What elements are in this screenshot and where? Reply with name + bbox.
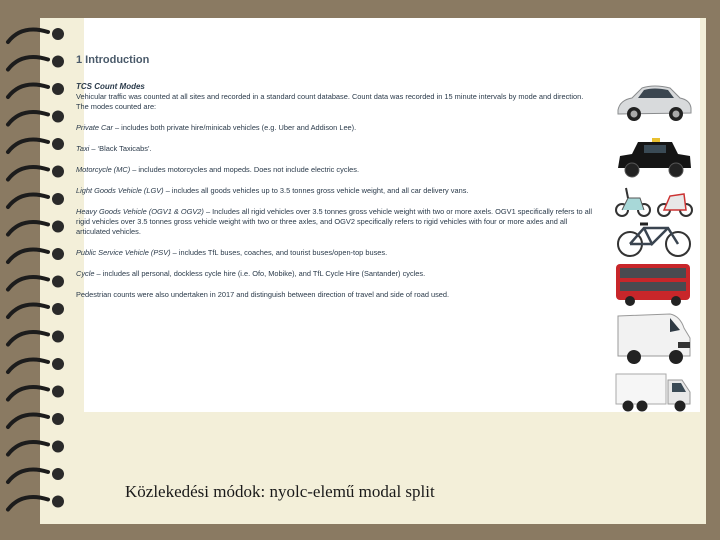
binding-hole bbox=[52, 413, 64, 425]
binding-hole bbox=[52, 221, 64, 233]
mode-item bbox=[76, 248, 596, 258]
mode-name: Light Goods Vehicle (LGV) bbox=[76, 186, 164, 195]
binding-hole bbox=[52, 303, 64, 315]
slide-content bbox=[76, 82, 596, 311]
pedestrian-note: Pedestrian counts were also undertaken in 2017 and distinguish between direction of travel and side of road used. bbox=[76, 290, 450, 299]
spiral-ring bbox=[8, 277, 48, 289]
spiral-ring bbox=[8, 112, 48, 124]
binding-hole bbox=[52, 138, 64, 150]
spiral-ring bbox=[8, 387, 48, 399]
slide-title: 1 Introduction bbox=[76, 54, 150, 66]
motorcycle-icon bbox=[614, 184, 694, 218]
spiral-ring bbox=[8, 250, 48, 262]
car-icon bbox=[614, 76, 694, 124]
spiral-ring bbox=[8, 195, 48, 207]
slide-caption: Közlekedési módok: nyolc-elemű modal split bbox=[125, 482, 435, 501]
binding-hole bbox=[52, 441, 64, 453]
binding-hole bbox=[52, 331, 64, 343]
binding-hole bbox=[52, 28, 64, 40]
binding-hole bbox=[52, 166, 64, 178]
spiral-ring bbox=[8, 30, 48, 42]
mode-name: Public Service Vehicle (PSV) bbox=[76, 248, 171, 257]
binding-hole bbox=[52, 276, 64, 288]
binding-hole bbox=[52, 83, 64, 95]
spiral-ring bbox=[8, 332, 48, 344]
spiral-ring bbox=[8, 167, 48, 179]
mode-name: Heavy Goods Vehicle (OGV1 & OGV2) bbox=[76, 207, 204, 216]
spiral-binding-icon bbox=[0, 0, 80, 540]
spiral-ring bbox=[8, 360, 48, 372]
spiral-ring bbox=[8, 305, 48, 317]
binding-hole bbox=[52, 248, 64, 260]
binding-hole bbox=[52, 496, 64, 508]
mode-name: Taxi bbox=[76, 144, 90, 153]
intro-paragraph: Vehicular traffic was counted at all sites and recorded in a standard count database. Count data was recorded in 15 minute intervals by mode and direction. The modes counted are: bbox=[76, 92, 584, 111]
binding-hole bbox=[52, 111, 64, 123]
mode-text: – includes all personal, dockless cycle hire (i.e. Ofo, Mobike), and TfL Cycle Hire (Santander) cycles. bbox=[94, 269, 426, 278]
bus-icon bbox=[614, 262, 694, 306]
mode-name: Motorcycle (MC) bbox=[76, 165, 131, 174]
binding-hole bbox=[52, 386, 64, 398]
mode-text: – includes TfL buses, coaches, and tourist buses/open-top buses. bbox=[170, 248, 388, 257]
slide-panel bbox=[76, 18, 700, 412]
mode-item bbox=[76, 269, 596, 279]
spiral-ring bbox=[8, 497, 48, 509]
mode-text: – includes motorcycles and mopeds. Does not include electric cycles. bbox=[130, 165, 360, 174]
taxi-icon bbox=[614, 136, 694, 180]
mode-name: Cycle bbox=[76, 269, 95, 278]
mode-name: Private Car bbox=[76, 123, 113, 132]
van-icon bbox=[614, 310, 694, 366]
spiral-ring bbox=[8, 470, 48, 482]
mode-text: – includes both private hire/minicab vehicles (e.g. Uber and Addison Lee). bbox=[112, 123, 357, 132]
binding-hole bbox=[52, 358, 64, 370]
truck-icon bbox=[614, 372, 694, 414]
binding-hole bbox=[52, 468, 64, 480]
spiral-ring bbox=[8, 222, 48, 234]
mode-item bbox=[76, 144, 596, 154]
mode-text: – ‘Black Taxicabs’. bbox=[89, 144, 152, 153]
spiral-ring bbox=[8, 140, 48, 152]
mode-text: – includes all goods vehicles up to 3.5 tonnes gross vehicle weight, and all car delivery vans. bbox=[163, 186, 469, 195]
mode-item bbox=[76, 207, 596, 237]
section-heading: TCS Count Modes bbox=[76, 82, 145, 91]
spiral-ring bbox=[8, 85, 48, 97]
mode-item bbox=[76, 186, 596, 196]
binding-hole bbox=[52, 56, 64, 68]
mode-item bbox=[76, 123, 596, 133]
mode-item bbox=[76, 165, 596, 175]
bicycle-icon bbox=[614, 220, 694, 258]
spiral-ring bbox=[8, 415, 48, 427]
spiral-ring bbox=[8, 57, 48, 69]
mode-text: – Includes all rigid vehicles over 3.5 tonnes gross vehicle weight with two or more axels. OGV1 specifically refers to all rigid vehicles over 3.5 tonnes gross vehicle weight with two or three axles, and OGV2 specifically refers to rigid vehicles with four or more axles and all articulated vehicles. bbox=[76, 207, 593, 236]
binding-hole bbox=[52, 193, 64, 205]
spiral-ring bbox=[8, 442, 48, 454]
